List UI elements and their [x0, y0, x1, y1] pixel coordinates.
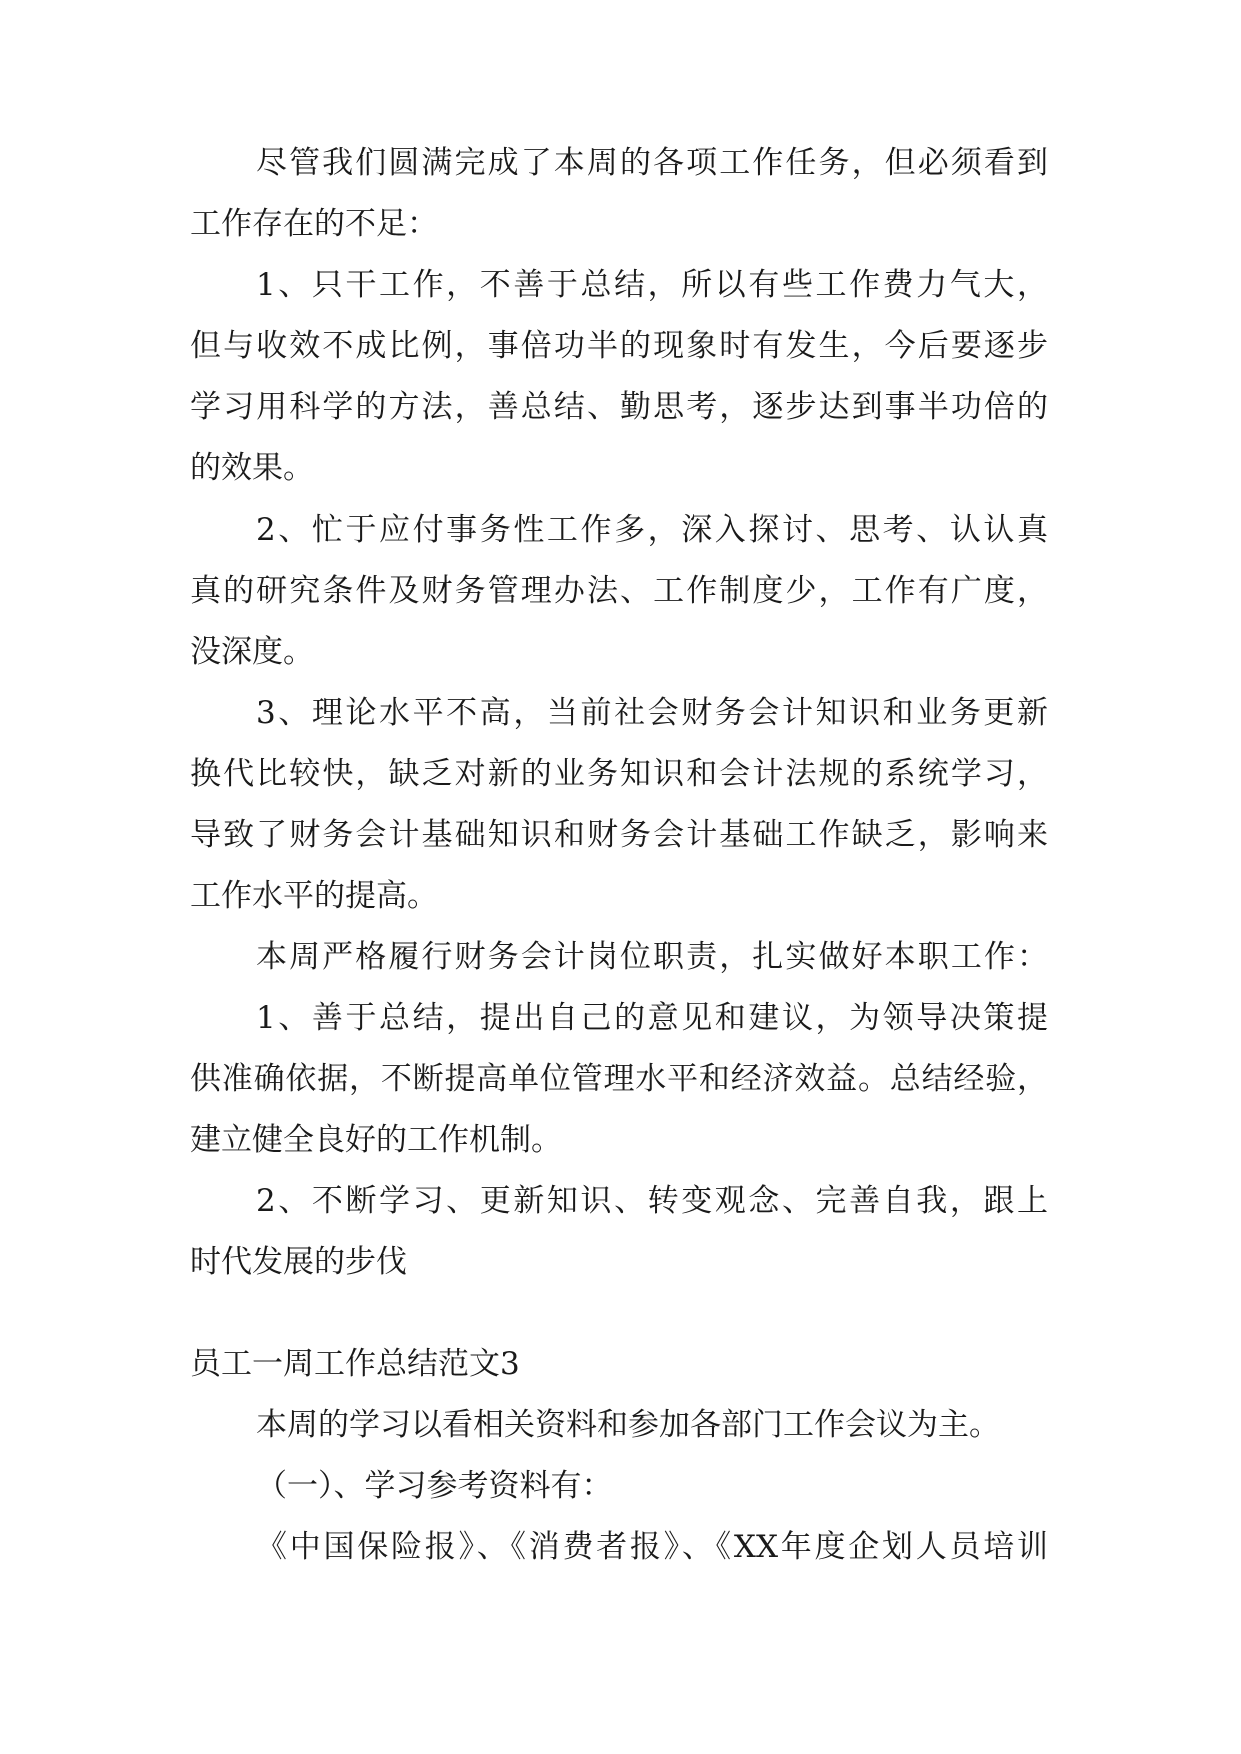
text-line: 1、只干工作，不善于总结，所以有些工作费力气大，	[256, 267, 1048, 303]
text-line: 2、忙于应付事务性工作多，深入探讨、思考、认认真	[256, 512, 1048, 548]
text-line: （一）、学习参考资料有：	[256, 1468, 613, 1504]
text-line: 没深度。	[190, 634, 314, 670]
text-line: 工作水平的提高。	[190, 878, 438, 914]
text-line: 尽管我们圆满完成了本周的各项工作任务，但必须看到	[256, 145, 1048, 181]
text-line: 建立健全良好的工作机制。	[190, 1122, 562, 1158]
text-line: 2、不断学习、更新知识、转变观念、完善自我，跟上	[256, 1183, 1048, 1219]
text-line: 换代比较快，缺乏对新的业务知识和会计法规的系统学习，	[190, 756, 1048, 792]
text-line: 本周的学习以看相关资料和参加各部门工作会议为主。	[256, 1407, 1000, 1443]
text-line: 3、理论水平不高，当前社会财务会计知识和业务更新	[256, 695, 1048, 731]
text-line: 真的研究条件及财务管理办法、工作制度少，工作有广度，	[190, 573, 1048, 609]
text-line: 本周严格履行财务会计岗位职责，扎实做好本职工作：	[256, 939, 1048, 975]
text-line: 时代发展的步伐	[190, 1244, 407, 1280]
section-heading: 员工一周工作总结范文3	[190, 1346, 520, 1382]
text-line: 导致了财务会计基础知识和财务会计基础工作缺乏，影响来	[190, 817, 1048, 853]
text-line: 《中国保险报》、《消费者报》、《XX年度企划人员培训	[256, 1529, 1048, 1565]
text-line: 学习用科学的方法，善总结、勤思考，逐步达到事半功倍的	[190, 389, 1048, 425]
text-line: 1、善于总结，提出自己的意见和建议，为领导决策提	[256, 1000, 1048, 1036]
text-line: 供准确依据，不断提高单位管理水平和经济效益。总结经验，	[190, 1061, 1048, 1097]
text-line: 的效果。	[190, 450, 314, 486]
text-line: 但与收效不成比例，事倍功半的现象时有发生，今后要逐步	[190, 328, 1048, 364]
text-line: 工作存在的不足：	[190, 206, 438, 242]
